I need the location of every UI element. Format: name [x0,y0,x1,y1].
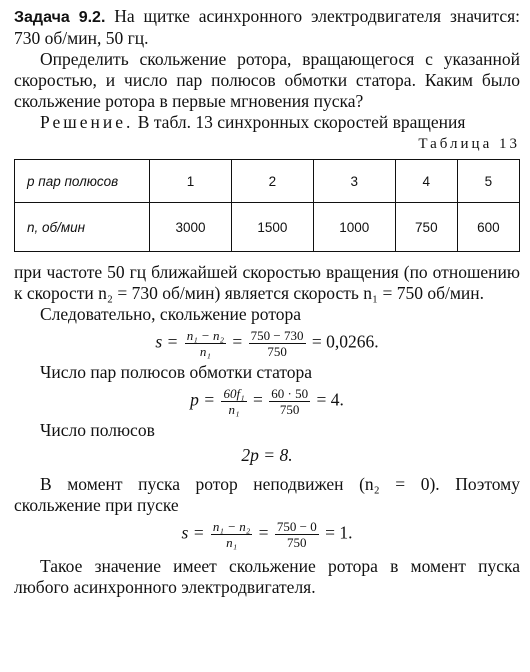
table-cell: 1 [150,160,232,203]
row-label-pole-pairs: p пар полюсов [15,160,150,203]
denominator: n₁ [199,344,211,359]
numerator: 60f₁ [223,386,245,401]
formula-lhs: s = [181,522,205,543]
denominator: 750 [279,402,300,417]
fraction [185,328,226,359]
fraction [269,386,310,417]
formula-result: = 0,0266. [311,331,379,352]
problem-question: Определить скольжение ротора, вращающегося с указанной скоростью, и число пар полюсов обмотки статора. Каким было скольжение ротора в первые мгновения пуска? [14,49,520,111]
poles-intro: Число полюсов [40,420,155,440]
table-cell: 3 [313,160,395,203]
start-slip-formula [14,519,520,550]
equals: = [258,522,269,543]
table-cell: 1500 [231,203,313,252]
numerator: 60 · 50 [271,386,309,401]
numerator: n₁ − n₂ [186,328,225,343]
conclusion: Такое значение имеет скольжение ротора в момент пуска любого асинхронного электродвигателя. [14,556,520,597]
numerator: 750 − 0 [276,519,317,534]
slip-intro: Следовательно, скольжение ротора [40,304,302,324]
solution-intro [14,112,520,133]
sync-speed-table [14,159,520,252]
poles-formula: 2p = 8. [241,445,293,465]
table-row-pole-pairs [15,160,520,203]
start-intro: В момент пуска ротор неподвижен (n₂ = 0). Поэтому скольжение при пуске [14,474,520,515]
row-label-speed: n, об/мин [15,203,150,252]
equals: = [232,331,243,352]
table-cell: 4 [395,160,457,203]
table-caption: Таблица 13 [418,136,520,152]
denominator: 750 [267,344,287,359]
denominator: 750 [287,535,307,550]
denominator: n₁ [228,402,240,417]
table-cell: 750 [395,203,457,252]
textbook-page [14,6,520,598]
table-row-speed [15,203,520,252]
table-cell: 1000 [313,203,395,252]
pairs-formula [14,386,520,417]
solution-intro-text: В табл. 13 синхронных скоростей вращения [137,112,466,132]
problem-line1: На щитке асинхронного электродвигателя значится: 730 об/мин, 50 гц. [14,6,520,48]
table-cell: 5 [457,160,519,203]
equals: = [252,389,263,410]
formula-lhs: p = [190,389,216,410]
slip-formula [14,328,520,359]
solution-heading: Решение. [40,112,134,132]
formula-result: = 4. [316,389,344,410]
denominator: n₁ [226,535,238,550]
fraction [221,386,246,417]
fraction [211,519,252,550]
fraction [275,519,319,550]
problem-title: Задача 9.2. [14,9,106,26]
table-cell: 600 [457,203,519,252]
table-cell: 3000 [150,203,232,252]
numerator: 750 − 730 [250,328,304,343]
fraction [249,328,306,359]
pairs-intro: Число пар полюсов обмотки статора [40,362,313,382]
problem-statement [14,6,520,49]
formula-lhs: s = [155,331,179,352]
formula-result: = 1. [325,522,353,543]
after-table-text: при частоте 50 гц ближайшей скоростью вращения (по отношению к скорости n₂ = 730 об/мин) является скорость n₁ = 750 об/мин. [14,262,520,303]
numerator: n₁ − n₂ [212,519,251,534]
table-cell: 2 [231,160,313,203]
